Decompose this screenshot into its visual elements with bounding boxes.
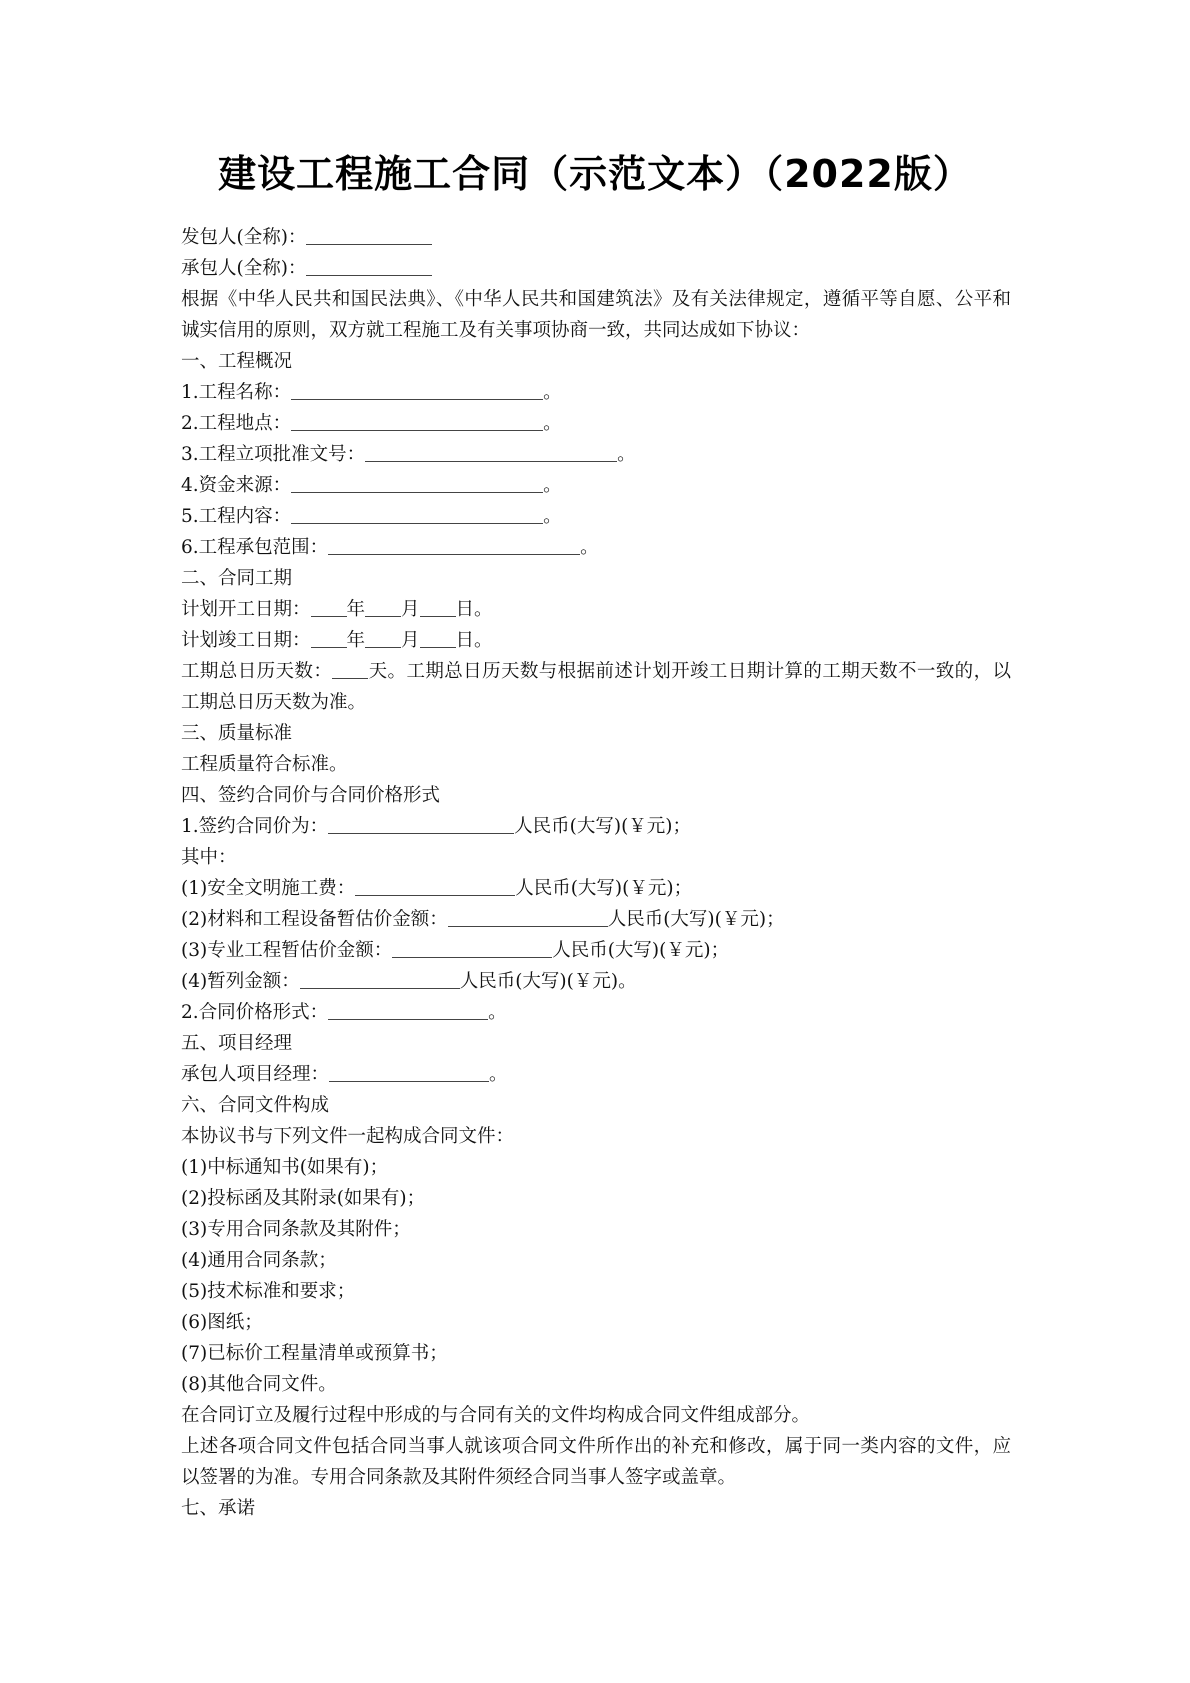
project-manager-label: 承包人项目经理： bbox=[181, 1064, 330, 1085]
approval-number-label: 3.工程立项批准文号： bbox=[181, 444, 366, 465]
quality-text: 工程质量符合标准。 bbox=[181, 754, 348, 775]
period: 。 bbox=[580, 537, 599, 558]
period: 。 bbox=[543, 413, 562, 434]
document-item: (5)技术标准和要求； bbox=[181, 1281, 356, 1302]
document-item: (4)通用合同条款； bbox=[181, 1250, 337, 1271]
section2-heading: 二、合同工期 bbox=[181, 568, 293, 589]
duration-label: 工期总日历天数： bbox=[181, 661, 333, 682]
approval-number-line bbox=[181, 439, 1011, 470]
fund-source-label: 4.资金来源： bbox=[181, 475, 292, 496]
document-title: 建设工程施工合同（示范文本）（2022版） bbox=[218, 152, 972, 196]
section3-heading: 三、质量标准 bbox=[181, 723, 293, 744]
contractor-blank[interactable] bbox=[306, 257, 432, 276]
document-item: (6)图纸； bbox=[181, 1312, 263, 1333]
finish-day-blank[interactable] bbox=[420, 629, 456, 648]
project-name-line bbox=[181, 377, 1011, 408]
start-date-line bbox=[181, 594, 1011, 625]
currency-suffix: 人民币(大写)(￥元)； bbox=[514, 816, 692, 837]
material-estimate-label: (2)材料和工程设备暂估价金额： bbox=[181, 909, 448, 930]
specialty-estimate-blank[interactable] bbox=[392, 939, 552, 958]
project-content-line bbox=[181, 501, 1011, 532]
start-date-label: 计划开工日期： bbox=[181, 599, 311, 620]
including-label: 其中： bbox=[181, 847, 237, 868]
project-location-line bbox=[181, 408, 1011, 439]
documents-note-2: 上述各项合同文件包括合同当事人就该项合同文件所作出的补充和修改，属于同一类内容的文件，应以签署的为准。专用合同条款及其附件须经合同当事人签字或盖章。 bbox=[181, 1436, 1011, 1488]
start-month-blank[interactable] bbox=[365, 598, 401, 617]
contract-price-blank[interactable] bbox=[328, 815, 514, 834]
year-label: 年 bbox=[346, 599, 366, 620]
employer-label: 发包人(全称)： bbox=[181, 227, 307, 248]
finish-date-line bbox=[181, 625, 1011, 656]
finish-year-blank[interactable] bbox=[311, 629, 347, 648]
duration-blank[interactable] bbox=[332, 660, 368, 679]
contract-scope-blank[interactable] bbox=[328, 536, 580, 555]
safety-fee-line bbox=[181, 873, 1011, 904]
document-item: (3)专用合同条款及其附件； bbox=[181, 1219, 411, 1240]
duration-paragraph bbox=[181, 656, 1011, 718]
period: 。 bbox=[543, 506, 562, 527]
currency-suffix: 人民币(大写)(￥元)； bbox=[607, 909, 785, 930]
contract-price-label: 1.签约合同价为： bbox=[181, 816, 329, 837]
employer-line bbox=[181, 222, 1011, 253]
month-label: 月 bbox=[401, 599, 420, 620]
currency-suffix: 人民币(大写)(￥元)。 bbox=[459, 971, 637, 992]
day-label: 日。 bbox=[455, 599, 493, 620]
provisional-sum-label: (4)暂列金额： bbox=[181, 971, 300, 992]
project-name-label: 1.工程名称： bbox=[181, 382, 292, 403]
documents-intro: 本协议书与下列文件一起构成合同文件： bbox=[181, 1126, 515, 1147]
safety-fee-blank[interactable] bbox=[355, 877, 515, 896]
period: 。 bbox=[489, 1064, 508, 1085]
finish-month-blank[interactable] bbox=[365, 629, 401, 648]
document-item: (7)已标价工程量清单或预算书； bbox=[181, 1343, 448, 1364]
project-location-blank[interactable] bbox=[291, 412, 543, 431]
start-year-blank[interactable] bbox=[311, 598, 347, 617]
contractor-label: 承包人(全称)： bbox=[181, 258, 307, 279]
document-item: (8)其他合同文件。 bbox=[181, 1374, 337, 1395]
preamble: 根据《中华人民共和国民法典》、《中华人民共和国建筑法》及有关法律规定，遵循平等自愿、公平和诚实信用的原则，双方就工程施工及有关事项协商一致，共同达成如下协议： bbox=[181, 289, 1011, 341]
project-location-label: 2.工程地点： bbox=[181, 413, 292, 434]
period: 。 bbox=[617, 444, 636, 465]
duration-text: 天。工期总日历天数与根据前述计划开竣工日期计算的工期天数不一致的，以工期总日历天数为准。 bbox=[181, 661, 1011, 713]
period: 。 bbox=[488, 1002, 507, 1023]
section1-heading: 一、工程概况 bbox=[181, 351, 293, 372]
section6-heading: 六、合同文件构成 bbox=[181, 1095, 330, 1116]
project-content-blank[interactable] bbox=[291, 505, 543, 524]
document-item: (1)中标通知书(如果有)； bbox=[181, 1157, 389, 1178]
period: 。 bbox=[543, 475, 562, 496]
start-day-blank[interactable] bbox=[420, 598, 456, 617]
currency-suffix: 人民币(大写)(￥元)； bbox=[552, 940, 730, 961]
specialty-estimate-label: (3)专业工程暂估价金额： bbox=[181, 940, 393, 961]
currency-suffix: 人民币(大写)(￥元)； bbox=[515, 878, 693, 899]
document-body bbox=[181, 222, 1011, 1524]
material-estimate-line bbox=[181, 904, 1011, 935]
month-label: 月 bbox=[401, 630, 420, 651]
day-label: 日。 bbox=[455, 630, 493, 651]
period: 。 bbox=[543, 382, 562, 403]
finish-date-label: 计划竣工日期： bbox=[181, 630, 311, 651]
contract-scope-line bbox=[181, 532, 1011, 563]
provisional-sum-blank[interactable] bbox=[300, 970, 460, 989]
contractor-line bbox=[181, 253, 1011, 284]
specialty-estimate-line bbox=[181, 935, 1011, 966]
employer-blank[interactable] bbox=[306, 226, 432, 245]
section4-heading: 四、签约合同价与合同价格形式 bbox=[181, 785, 441, 806]
safety-fee-label: (1)安全文明施工费： bbox=[181, 878, 356, 899]
fund-source-line bbox=[181, 470, 1011, 501]
project-name-blank[interactable] bbox=[291, 381, 543, 400]
project-manager-line bbox=[181, 1059, 1011, 1090]
section7-heading: 七、承诺 bbox=[181, 1498, 256, 1519]
project-content-label: 5.工程内容： bbox=[181, 506, 292, 527]
price-form-blank[interactable] bbox=[328, 1001, 488, 1020]
price-form-label: 2.合同价格形式： bbox=[181, 1002, 329, 1023]
provisional-sum-line bbox=[181, 966, 1011, 997]
approval-number-blank[interactable] bbox=[365, 443, 617, 462]
contract-price-line bbox=[181, 811, 1011, 842]
contract-scope-label: 6.工程承包范围： bbox=[181, 537, 329, 558]
project-manager-blank[interactable] bbox=[329, 1063, 489, 1082]
fund-source-blank[interactable] bbox=[291, 474, 543, 493]
material-estimate-blank[interactable] bbox=[448, 908, 608, 927]
documents-note-1: 在合同订立及履行过程中形成的与合同有关的文件均构成合同文件组成部分。 bbox=[181, 1405, 811, 1426]
document-item: (2)投标函及其附录(如果有)； bbox=[181, 1188, 426, 1209]
section5-heading: 五、项目经理 bbox=[181, 1033, 293, 1054]
price-form-line bbox=[181, 997, 1011, 1028]
year-label: 年 bbox=[346, 630, 366, 651]
